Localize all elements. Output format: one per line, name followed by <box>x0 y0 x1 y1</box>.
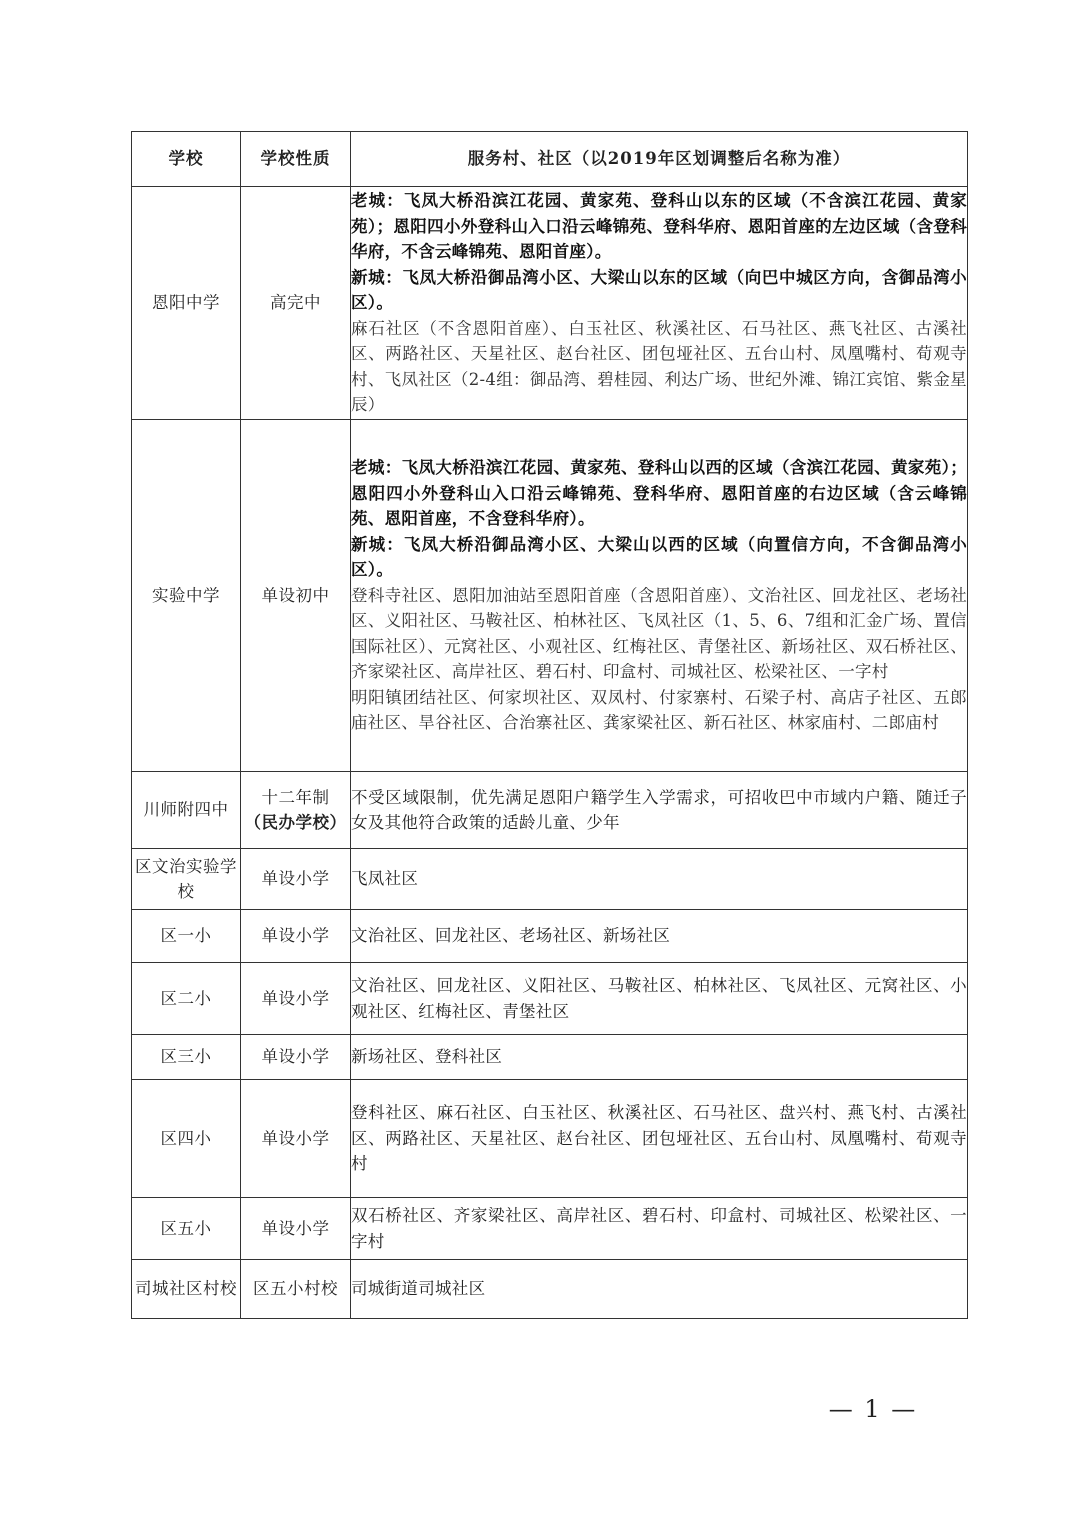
school-name: 实验中学 <box>132 420 241 772</box>
community-list: 登科寺社区、恩阳加油站至恩阳首座（含恩阳首座）、文治社区、回龙社区、老场社区、义阳社区、马鞍社区、柏林社区、飞凤社区（1、5、6、7组和汇金广场、置信国际社区）、元窝社区、小观社区、红梅社区、青堡社区、新场社区、双石桥社区、齐家梁社区、高岸社区、碧石村、印盒村、司城社区、松梁社区、一字村 <box>351 585 967 682</box>
service-area <box>351 420 968 772</box>
service-area: 文治社区、回龙社区、老场社区、新场社区 <box>351 910 968 963</box>
table-header-row <box>132 132 968 187</box>
service-area: 登科社区、麻石社区、白玉社区、秋溪社区、石马社区、盘兴村、燕飞村、古溪社区、两路社区、天星社区、赵台社区、团包垭社区、五台山村、凤凰嘴村、荀观寺村 <box>351 1080 968 1198</box>
service-area: 不受区域限制，优先满足恩阳户籍学生入学需求，可招收巴中市域内户籍、随迁子女及其他符合政策的适龄儿童、少年 <box>351 772 968 849</box>
table-row <box>132 420 968 772</box>
service-area: 文治社区、回龙社区、义阳社区、马鞍社区、柏林社区、飞凤社区、元窝社区、小观社区、红梅社区、青堡社区 <box>351 963 968 1035</box>
new-city-area: 新城：飞凤大桥沿御品湾小区、大梁山以东的区域（向巴中城区方向，含御品湾小区）。 <box>351 267 967 313</box>
service-area: 新场社区、登科社区 <box>351 1035 968 1080</box>
service-area: 双石桥社区、齐家梁社区、高岸社区、碧石村、印盒村、司城社区、松梁社区、一字村 <box>351 1198 968 1260</box>
old-city-area: 老城：飞凤大桥沿滨江花园、黄家苑、登科山以东的区域（不含滨江花园、黄家苑）；恩阳四小外登科山入口沿云峰锦苑、登科华府、恩阳首座的左边区域（含登科华府，不含云峰锦苑、恩阳首座）。 <box>351 191 967 262</box>
school-nature-line1: 十二年制 <box>261 787 330 807</box>
community-list: 麻石社区（不含恩阳首座）、白玉社区、秋溪社区、石马社区、燕飞社区、古溪社区、两路社区、天星社区、赵台社区、团包垭社区、五台山村、凤凰嘴村、荀观寺村、飞凤社区（2-4组：御品湾、碧桂园、利达广场、世纪外滩、锦江宾馆、紫金星辰） <box>351 318 967 415</box>
new-city-area: 新城：飞凤大桥沿御品湾小区、大梁山以西的区域（向置信方向，不含御品湾小区）。 <box>351 534 967 580</box>
school-name: 区四小 <box>132 1080 241 1198</box>
header-nature: 学校性质 <box>241 132 351 187</box>
school-nature: 区五小村校 <box>241 1260 351 1319</box>
school-name: 司城社区村校 <box>132 1260 241 1319</box>
school-name: 区五小 <box>132 1198 241 1260</box>
page-number: — 1 — <box>828 1395 918 1423</box>
school-nature: 单设初中 <box>241 420 351 772</box>
school-nature: 高完中 <box>241 187 351 420</box>
school-nature-line2: （民办学校） <box>244 813 347 832</box>
school-name: 川师附四中 <box>132 772 241 849</box>
old-city-area: 老城：飞凤大桥沿滨江花园、黄家苑、登科山以西的区域（含滨江花园、黄家苑）；恩阳四小外登科山入口沿云峰锦苑、登科华府、恩阳首座的右边区域（含云峰锦苑、恩阳首座，不含登科华府）。 <box>351 458 967 529</box>
table-row <box>132 963 968 1035</box>
table-row <box>132 1198 968 1260</box>
school-nature: 单设小学 <box>241 910 351 963</box>
school-zoning-table <box>131 131 968 1319</box>
community-list-mingyang: 明阳镇团结社区、何家坝社区、双凤村、付家寨村、石梁子村、高店子社区、五郎庙社区、旱谷社区、合治寨社区、龚家梁社区、新石社区、林家庙村、二郎庙村 <box>351 687 967 733</box>
school-nature <box>241 772 351 849</box>
school-nature: 单设小学 <box>241 849 351 910</box>
header-area: 服务村、社区（以2019年区划调整后名称为准） <box>351 132 968 187</box>
table-row <box>132 1035 968 1080</box>
school-name: 区一小 <box>132 910 241 963</box>
service-area: 飞凤社区 <box>351 849 968 910</box>
header-school: 学校 <box>132 132 241 187</box>
school-nature: 单设小学 <box>241 1080 351 1198</box>
school-nature: 单设小学 <box>241 963 351 1035</box>
table-row <box>132 187 968 420</box>
table-row <box>132 849 968 910</box>
school-name: 区文治实验学校 <box>132 849 241 910</box>
school-nature: 单设小学 <box>241 1198 351 1260</box>
school-name: 恩阳中学 <box>132 187 241 420</box>
table-row <box>132 1080 968 1198</box>
table-row <box>132 772 968 849</box>
school-name: 区三小 <box>132 1035 241 1080</box>
service-area: 司城街道司城社区 <box>351 1260 968 1319</box>
school-nature: 单设小学 <box>241 1035 351 1080</box>
table-row <box>132 1260 968 1319</box>
service-area <box>351 187 968 420</box>
school-name: 区二小 <box>132 963 241 1035</box>
table-row <box>132 910 968 963</box>
